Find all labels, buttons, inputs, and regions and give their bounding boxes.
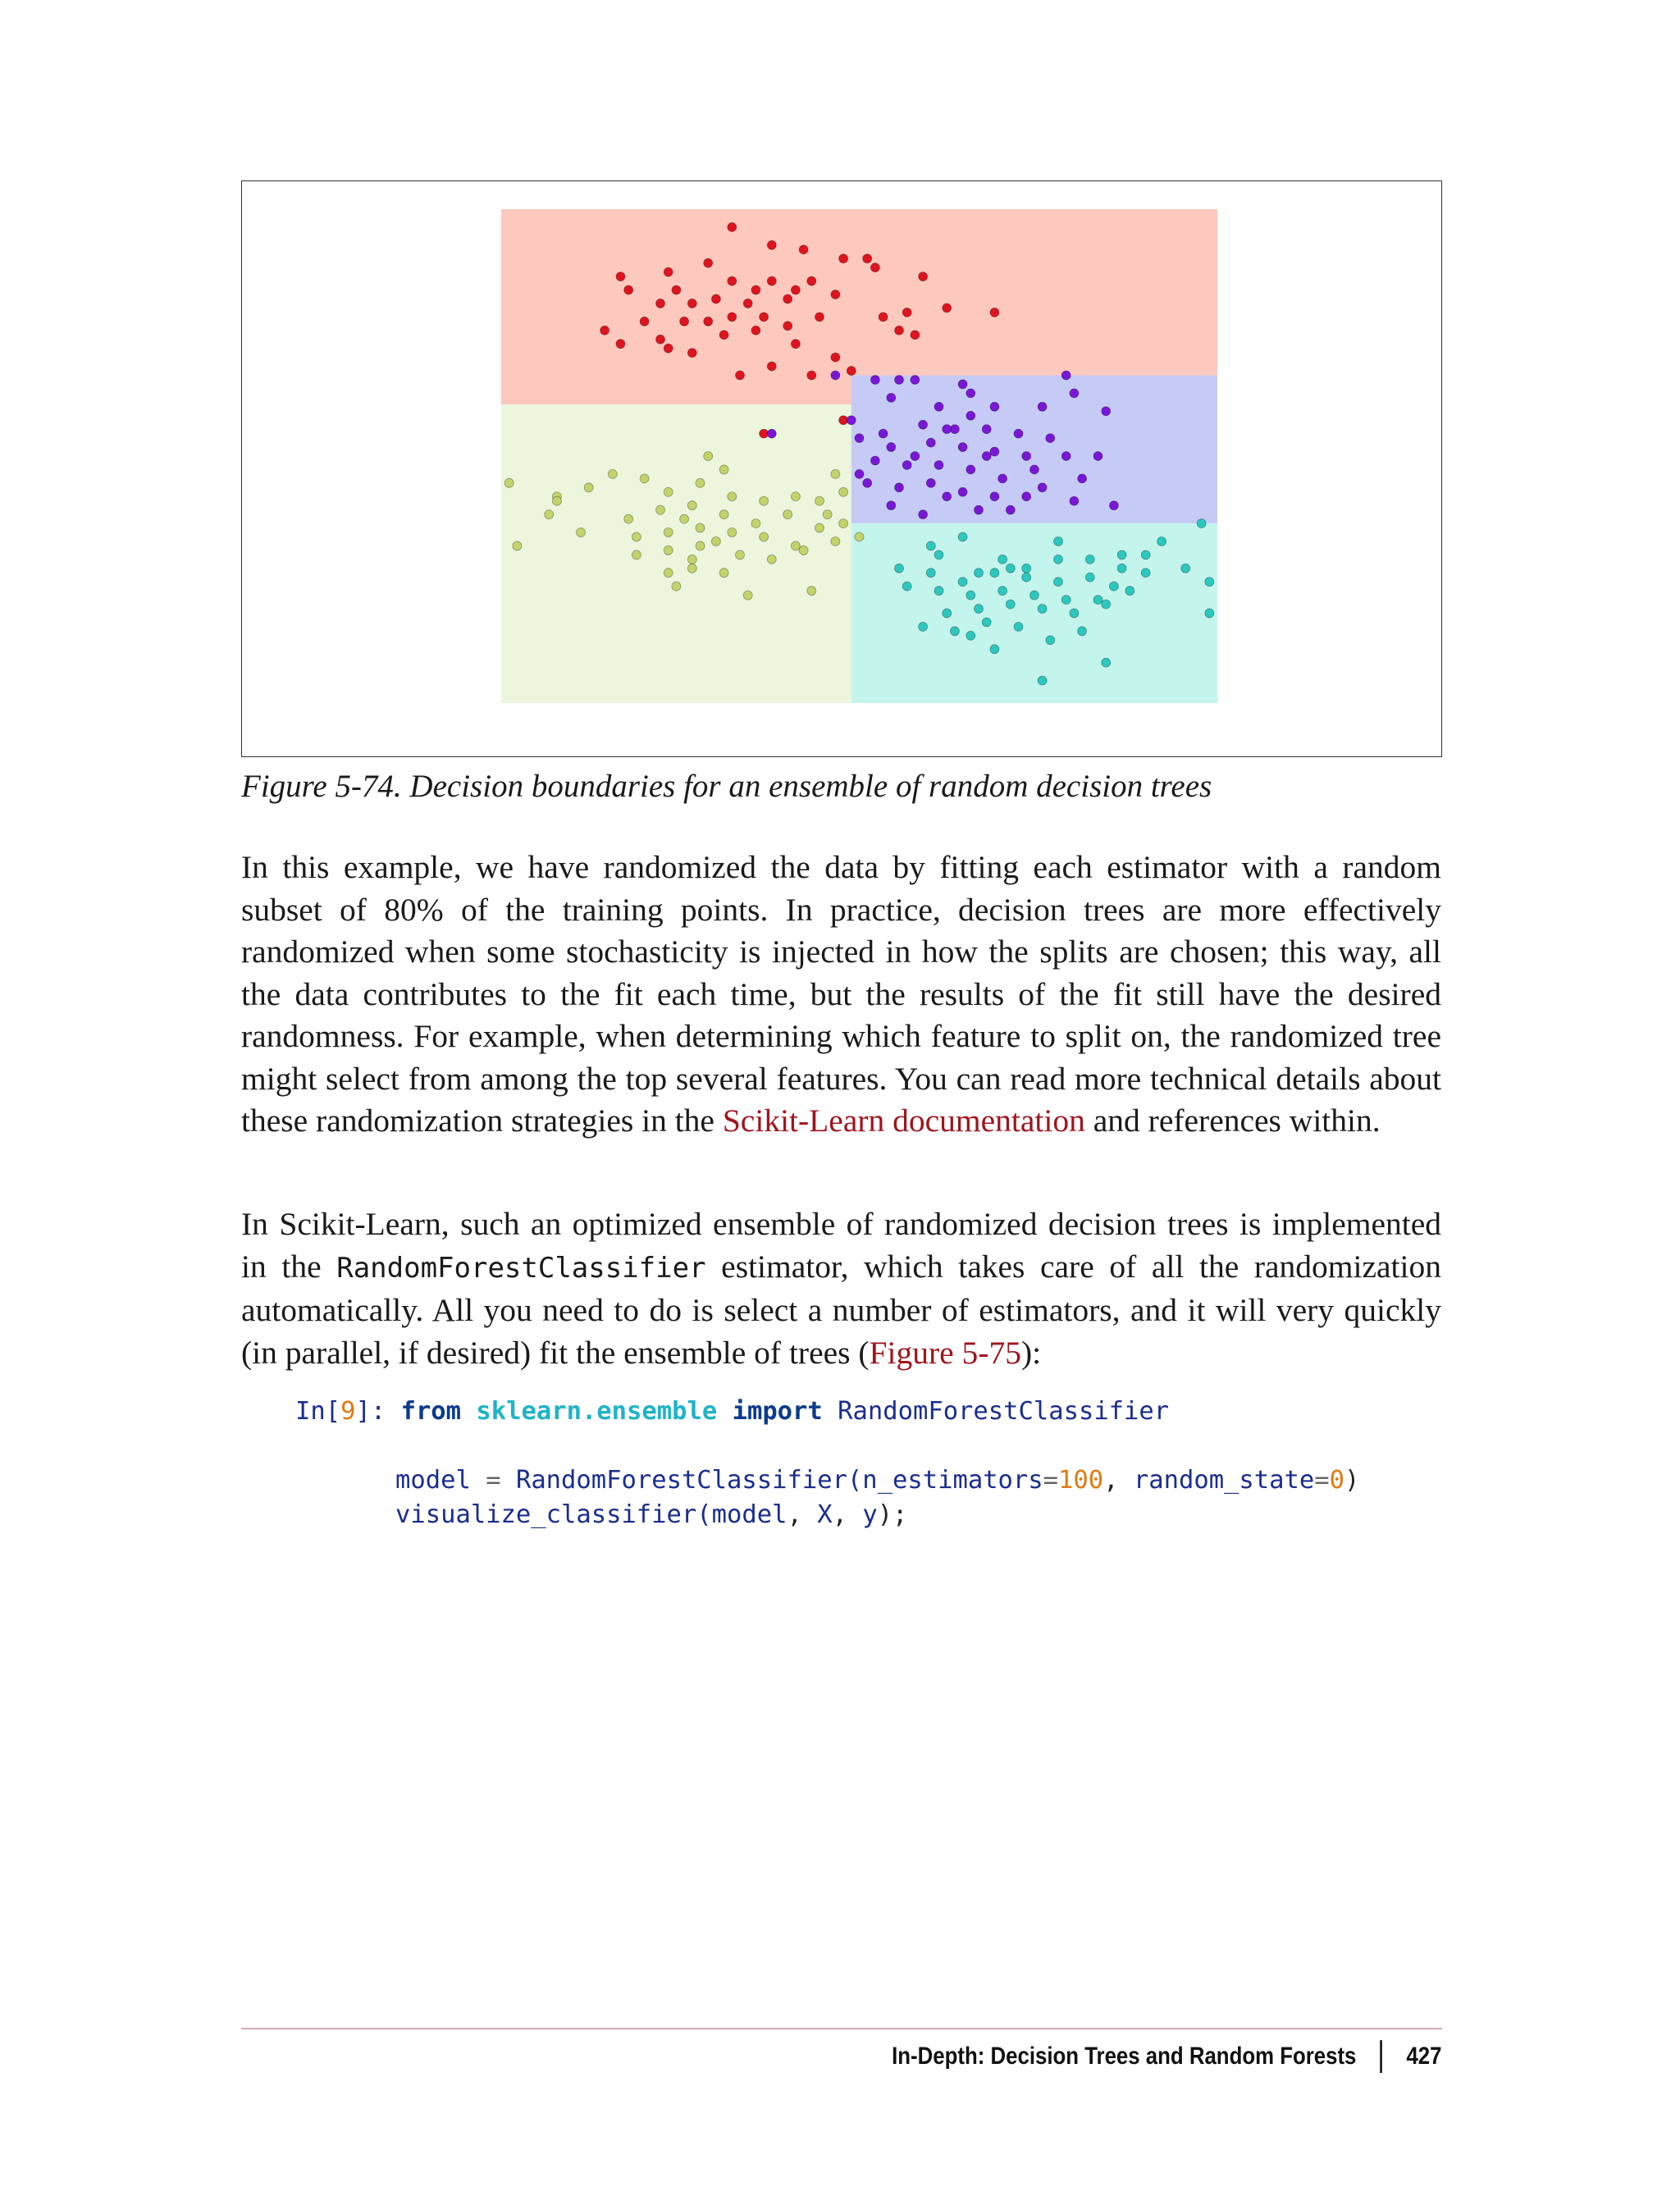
point-olive-50 xyxy=(552,496,561,505)
point-red-46 xyxy=(831,353,840,362)
point-red-28 xyxy=(783,322,792,331)
point-purple-21 xyxy=(926,438,935,447)
point-olive-24 xyxy=(760,532,769,541)
page-footer xyxy=(892,2038,1442,2075)
point-red-26 xyxy=(728,313,737,322)
region-red xyxy=(501,209,1217,404)
point-purple-43 xyxy=(975,505,984,514)
code-block xyxy=(295,1395,1360,1601)
point-red-10 xyxy=(839,254,848,263)
code-punctuation: ); xyxy=(877,1500,908,1529)
point-olive-22 xyxy=(696,523,705,532)
point-olive-12 xyxy=(791,492,800,501)
point-olive-7 xyxy=(640,474,649,483)
point-red-17 xyxy=(783,294,792,304)
point-olive-26 xyxy=(815,523,824,532)
point-purple-11 xyxy=(990,402,999,411)
point-purple-32 xyxy=(1029,465,1039,474)
point-cyan-0 xyxy=(926,541,935,550)
point-purple-34 xyxy=(863,478,872,487)
point-red-45 xyxy=(687,349,696,358)
point-red-3 xyxy=(704,258,713,267)
decision-regions xyxy=(501,209,1217,703)
point-purple-22 xyxy=(958,443,967,452)
point-olive-3 xyxy=(545,510,554,519)
point-purple-44 xyxy=(1006,505,1015,514)
point-purple-6 xyxy=(1038,402,1047,411)
code-identifier: y xyxy=(862,1500,878,1529)
point-red-39 xyxy=(791,340,800,349)
point-purple-5 xyxy=(1070,389,1079,398)
code-operator: = xyxy=(486,1466,501,1495)
point-red-5 xyxy=(664,267,673,276)
point-cyan-3 xyxy=(998,555,1007,564)
point-cyan-28 xyxy=(975,605,984,614)
point-purple-23 xyxy=(990,447,999,456)
point-cyan-45 xyxy=(1181,564,1190,573)
page-number: 427 xyxy=(1406,2043,1442,2070)
point-purple-13 xyxy=(879,429,888,438)
point-cyan-30 xyxy=(1038,605,1047,614)
point-red-22 xyxy=(624,285,633,294)
code-line-1 xyxy=(295,1395,1169,1429)
point-purple-7 xyxy=(1102,407,1111,416)
point-purple-52 xyxy=(855,469,864,478)
point-red-9 xyxy=(807,276,816,285)
footer-separator xyxy=(1381,2040,1383,2073)
point-olive-16 xyxy=(687,501,696,510)
point-red-16 xyxy=(831,290,840,299)
point-cyan-8 xyxy=(1141,550,1150,559)
point-olive-0 xyxy=(504,478,514,487)
point-purple-1 xyxy=(870,375,879,384)
point-cyan-22 xyxy=(998,587,1007,596)
point-purple-17 xyxy=(1014,429,1023,438)
paragraph-text: and references within. xyxy=(1084,1102,1381,1139)
point-cyan-39 xyxy=(990,645,999,654)
point-cyan-42 xyxy=(966,631,975,640)
code-identifier: n_estimators xyxy=(862,1466,1043,1495)
point-purple-8 xyxy=(887,393,896,402)
point-red-34 xyxy=(990,308,999,317)
point-red-23 xyxy=(640,317,649,326)
point-olive-20 xyxy=(632,532,641,541)
point-olive-4 xyxy=(513,541,522,550)
point-red-2 xyxy=(767,240,776,249)
point-purple-37 xyxy=(958,487,967,496)
point-purple-3 xyxy=(958,380,967,389)
point-purple-47 xyxy=(982,452,991,461)
footer-rule xyxy=(241,2028,1442,2029)
point-red-31 xyxy=(902,308,911,317)
point-olive-21 xyxy=(664,528,673,537)
point-red-13 xyxy=(751,285,760,294)
point-olive-19 xyxy=(783,510,792,519)
point-purple-19 xyxy=(855,434,864,443)
point-purple-2 xyxy=(911,375,920,384)
point-red-21 xyxy=(656,299,665,308)
paragraph-text: In this example, we have randomized the data by fitting each estimator with a random subset of 80% of the training points. In practice, decision trees are more effectively randomized when some stochasticity is injected in how the splits are chosen; this way, all the data contributes to the fit each time, but the results of the fit still have the desired randomness. For example, when determining which feature to split on, the randomized tree might select from among the top several features. You can read more technical details about these randomization strategies in the xyxy=(241,849,1441,1139)
point-cyan-11 xyxy=(926,568,935,578)
point-purple-31 xyxy=(998,474,1007,483)
point-purple-49 xyxy=(911,452,920,461)
point-red-44 xyxy=(736,371,745,380)
point-cyan-44 xyxy=(1197,519,1206,528)
point-red-32 xyxy=(943,304,952,313)
point-red-14 xyxy=(870,263,879,272)
point-cyan-46 xyxy=(1205,578,1214,587)
code-module: sklearn.ensemble xyxy=(476,1397,718,1426)
point-cyan-35 xyxy=(982,618,991,627)
point-olive-5 xyxy=(577,528,586,537)
point-purple-28 xyxy=(902,460,911,469)
point-red-40 xyxy=(664,344,673,353)
point-red-11 xyxy=(863,254,872,263)
point-olive-2 xyxy=(584,483,593,492)
code-identifier: RandomForestClassifier xyxy=(838,1397,1170,1426)
code-identifier: RandomForestClassifier( xyxy=(515,1466,863,1495)
point-purple-14 xyxy=(919,420,928,429)
point-cyan-18 xyxy=(1141,568,1150,578)
figure-frame xyxy=(241,180,1442,757)
point-red-18 xyxy=(743,299,752,308)
point-red-33 xyxy=(895,326,904,335)
point-purple-16 xyxy=(982,425,991,434)
paragraph-text: ): xyxy=(1020,1334,1042,1371)
code-punctuation: ) xyxy=(1344,1466,1360,1495)
point-olive-9 xyxy=(696,478,705,487)
point-red-36 xyxy=(656,335,665,344)
point-cyan-38 xyxy=(1078,627,1087,636)
point-purple-20 xyxy=(887,443,896,452)
point-red-6 xyxy=(672,285,681,294)
scikit-learn-docs-link[interactable]: Scikit-Learn documentation xyxy=(722,1102,1085,1139)
point-cyan-1 xyxy=(958,532,967,541)
point-olive-48 xyxy=(855,532,864,541)
point-olive-23 xyxy=(728,528,737,537)
point-purple-40 xyxy=(887,501,896,510)
point-olive-10 xyxy=(728,492,737,501)
point-olive-27 xyxy=(632,550,641,559)
point-red-12 xyxy=(791,285,800,294)
point-purple-39 xyxy=(1022,492,1031,501)
point-purple-48 xyxy=(943,425,952,434)
point-purple-18 xyxy=(1046,434,1055,443)
point-red-27 xyxy=(760,313,769,322)
point-purple-35 xyxy=(895,483,904,492)
point-red-42 xyxy=(807,371,816,380)
point-red-43 xyxy=(847,367,856,376)
point-olive-43 xyxy=(719,465,728,474)
code-punctuation: , xyxy=(787,1500,802,1529)
point-red-19 xyxy=(711,294,720,304)
point-purple-42 xyxy=(943,492,952,501)
point-olive-37 xyxy=(743,591,752,600)
code-identifier: model xyxy=(395,1466,471,1495)
paragraph-text: In Scikit-Learn, such an optimized ensemble of randomized decision trees is implemented in the xyxy=(241,1206,1441,1285)
point-olive-25 xyxy=(791,541,800,550)
point-olive-28 xyxy=(664,546,673,555)
point-purple-33 xyxy=(1078,474,1087,483)
point-red-15 xyxy=(919,272,928,281)
point-olive-6 xyxy=(608,469,617,478)
point-purple-53 xyxy=(767,429,776,438)
point-olive-30 xyxy=(736,550,745,559)
point-purple-51 xyxy=(966,389,975,398)
point-cyan-12 xyxy=(958,578,967,587)
point-cyan-41 xyxy=(1102,658,1111,667)
point-red-4 xyxy=(616,272,625,281)
point-cyan-24 xyxy=(1061,596,1071,605)
point-purple-41 xyxy=(919,510,928,519)
point-cyan-23 xyxy=(1029,591,1039,600)
point-cyan-17 xyxy=(1109,582,1118,591)
point-cyan-37 xyxy=(1046,636,1055,645)
point-purple-10 xyxy=(966,411,975,420)
point-purple-26 xyxy=(1093,452,1102,461)
point-olive-17 xyxy=(719,510,728,519)
point-red-7 xyxy=(728,276,737,285)
point-purple-24 xyxy=(1022,452,1031,461)
point-cyan-40 xyxy=(1038,676,1047,685)
point-cyan-9 xyxy=(1157,536,1166,546)
point-cyan-20 xyxy=(934,587,943,596)
point-purple-46 xyxy=(1070,496,1079,505)
point-red-35 xyxy=(600,326,609,335)
point-olive-42 xyxy=(823,510,832,519)
point-purple-50 xyxy=(1109,501,1118,510)
point-olive-8 xyxy=(664,487,673,496)
code-keyword: from xyxy=(400,1397,462,1426)
code-prompt-close: ]: xyxy=(355,1397,386,1426)
point-cyan-36 xyxy=(1014,622,1023,631)
point-olive-46 xyxy=(680,514,689,523)
point-olive-15 xyxy=(656,505,665,514)
point-cyan-6 xyxy=(1085,555,1094,564)
region-olive xyxy=(501,404,851,703)
point-olive-40 xyxy=(831,469,840,478)
point-olive-36 xyxy=(719,568,728,578)
point-cyan-31 xyxy=(1070,609,1079,618)
point-cyan-21 xyxy=(966,591,975,600)
point-cyan-26 xyxy=(1125,587,1134,596)
point-cyan-27 xyxy=(943,609,952,618)
point-cyan-34 xyxy=(950,627,959,636)
figure-caption: Figure 5-74. Decision boundaries for an ensemble of random decision trees xyxy=(241,769,1212,804)
code-keyword: import xyxy=(732,1397,823,1426)
point-cyan-32 xyxy=(1102,600,1111,609)
point-cyan-14 xyxy=(1022,573,1031,582)
point-red-50 xyxy=(911,331,920,340)
point-purple-0 xyxy=(831,371,840,380)
point-olive-32 xyxy=(799,546,808,555)
point-olive-18 xyxy=(751,519,760,528)
point-cyan-50 xyxy=(1117,550,1126,559)
inline-code: RandomForestClassifier xyxy=(336,1251,706,1285)
point-red-41 xyxy=(767,362,776,371)
point-red-24 xyxy=(680,317,689,326)
code-number: 0 xyxy=(1329,1466,1344,1495)
code-identifier: random_state xyxy=(1133,1466,1315,1495)
point-olive-31 xyxy=(767,555,776,564)
point-olive-45 xyxy=(711,536,720,546)
point-purple-29 xyxy=(934,460,943,469)
point-red-20 xyxy=(687,299,696,308)
point-cyan-16 xyxy=(1085,573,1094,582)
point-purple-45 xyxy=(1038,483,1047,492)
point-olive-11 xyxy=(760,496,769,505)
point-red-29 xyxy=(815,313,824,322)
point-purple-12 xyxy=(847,416,856,425)
code-line-3: visualize_classifier(model, X, y); xyxy=(395,1500,908,1529)
point-olive-39 xyxy=(687,555,696,564)
point-cyan-47 xyxy=(1205,609,1214,618)
paragraph-text: estimator, which takes care of all the randomization automatically. All you need to do is select a number of estimators, and it will very quickly (in parallel, if desired) fit the ensemble of trees ( xyxy=(241,1248,1441,1371)
code-prompt: In[ xyxy=(295,1397,341,1426)
point-cyan-19 xyxy=(902,582,911,591)
region-purple xyxy=(851,375,1217,523)
point-red-30 xyxy=(879,313,888,322)
point-olive-49 xyxy=(704,452,713,461)
point-olive-47 xyxy=(839,519,848,528)
decision-boundary-plot xyxy=(501,209,1217,703)
point-red-1 xyxy=(799,245,808,254)
point-purple-36 xyxy=(926,478,935,487)
point-purple-9 xyxy=(934,402,943,411)
code-line-2: model = RandomForestClassifier(n_estimators=100, random_state=0) xyxy=(395,1466,1360,1495)
body-paragraph-2 xyxy=(241,1203,1441,1374)
code-number: 100 xyxy=(1058,1466,1104,1495)
point-red-47 xyxy=(616,340,625,349)
point-purple-38 xyxy=(990,492,999,501)
code-punctuation: , xyxy=(1103,1466,1119,1495)
point-cyan-7 xyxy=(1117,564,1126,573)
point-purple-30 xyxy=(966,465,975,474)
code-prompt-number: 9 xyxy=(340,1397,356,1426)
point-purple-54 xyxy=(895,375,904,384)
point-cyan-43 xyxy=(1006,564,1015,573)
point-cyan-5 xyxy=(1054,536,1063,546)
point-red-38 xyxy=(751,326,760,335)
point-purple-25 xyxy=(1061,452,1071,461)
point-red-8 xyxy=(767,276,776,285)
body-paragraph-1 xyxy=(241,847,1441,1143)
point-red-25 xyxy=(704,317,713,326)
point-cyan-10 xyxy=(895,564,904,573)
point-purple-4 xyxy=(1061,371,1071,380)
point-cyan-29 xyxy=(1006,600,1015,609)
point-olive-33 xyxy=(831,536,840,546)
point-olive-14 xyxy=(624,514,633,523)
code-identifier: model xyxy=(711,1500,788,1529)
point-olive-41 xyxy=(839,487,848,496)
figure-5-75-link[interactable]: Figure 5-75 xyxy=(869,1334,1021,1371)
point-red-37 xyxy=(719,331,728,340)
point-cyan-33 xyxy=(919,622,928,631)
point-red-0 xyxy=(728,222,737,231)
region-cyan xyxy=(851,523,1217,703)
point-olive-13 xyxy=(815,496,824,505)
point-cyan-4 xyxy=(1022,564,1031,573)
point-olive-29 xyxy=(696,541,705,550)
point-olive-35 xyxy=(687,564,696,573)
point-cyan-13 xyxy=(990,568,999,578)
point-olive-44 xyxy=(807,587,816,596)
point-cyan-2 xyxy=(934,550,943,559)
point-cyan-25 xyxy=(1093,596,1102,605)
point-olive-34 xyxy=(664,568,673,578)
footer-section-title: In-Depth: Decision Trees and Random Forests xyxy=(892,2043,1357,2070)
code-identifier: X xyxy=(817,1500,833,1529)
point-purple-27 xyxy=(870,456,879,465)
code-identifier: visualize_classifier( xyxy=(395,1500,712,1529)
point-olive-38 xyxy=(672,582,681,591)
point-cyan-49 xyxy=(975,568,984,578)
point-cyan-48 xyxy=(1054,555,1063,564)
point-cyan-15 xyxy=(1054,578,1063,587)
